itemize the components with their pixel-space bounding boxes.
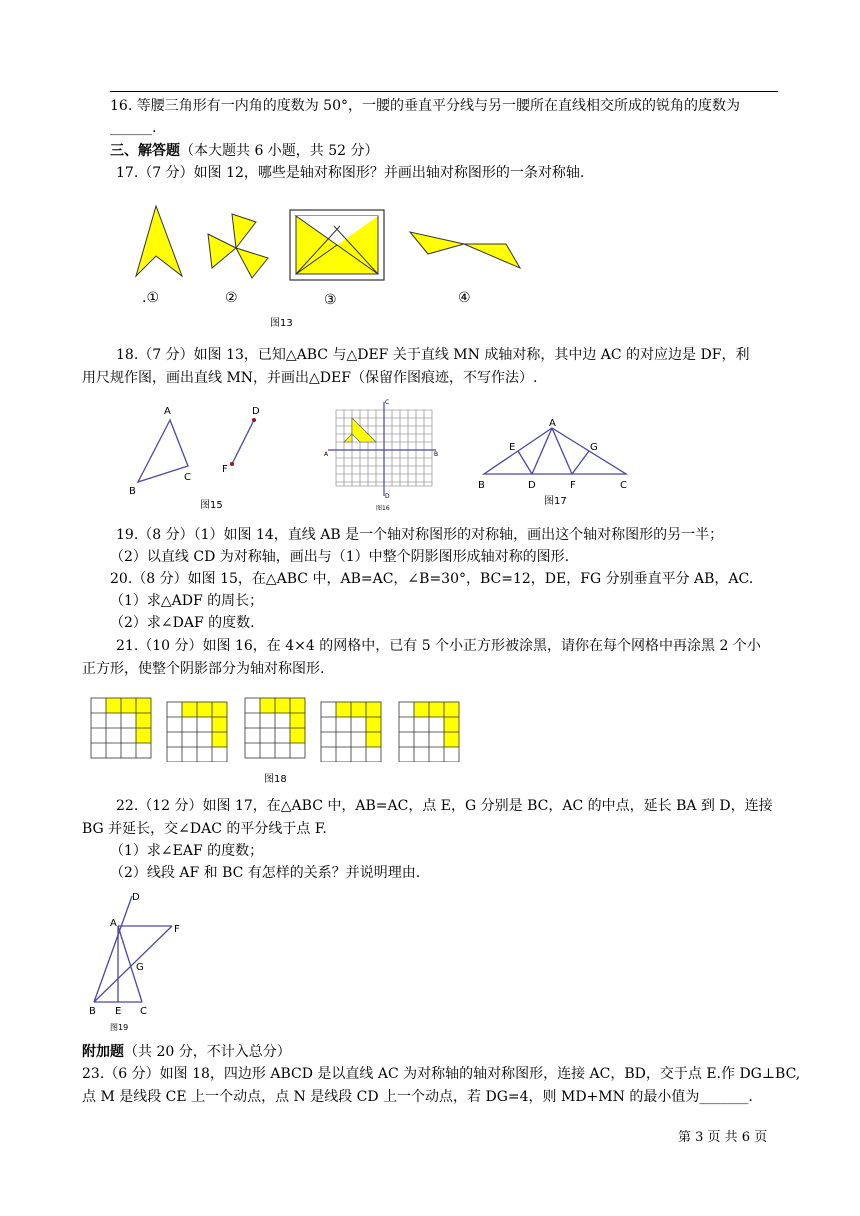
figure-16-grid [322,398,442,513]
q19-line1: 19.（8 分）（1）如图 14，直线 AB 是一个轴对称图形的对称轴，画出这个轴对称图形的另一半； [116,527,724,543]
fig17-label-F: F [570,480,576,491]
fig16-caption: 图16 [376,505,390,512]
section3-title: 三、解答题 [110,143,180,159]
q20-line1: 20.（8 分）如图 15，在△ABC 中，AB=AC，∠B=30°，BC=12，DE，FG 分别垂直平分 AB，AC. [110,571,754,587]
fig17-label-C: C [620,480,627,491]
q17-label-4: ④ [458,290,471,306]
q22-line2: BG 并延长，交∠DAC 的平分线于点 F. [82,821,327,837]
fig19-label-G: G [136,962,144,973]
fig17-label-G: G [590,442,598,453]
fig17-label-B: B [478,480,485,491]
grid-4 [321,702,381,762]
fig17-label-D: D [528,480,536,491]
figure-18-grids [88,694,468,762]
q21-line1: 21.（10 分）如图 16，在 4×4 的网格中，已有 5 个小正方形被涂黑，请你在每个网格中再涂黑 2 个小 [116,638,761,654]
figure-13-shapes [128,196,532,286]
section3-heading [110,141,379,161]
fig15-label-A: A [164,406,171,417]
section3-note: （本大题共 6 小题，共 52 分） [180,143,379,159]
q18-line1: 18.（7 分）如图 13，已知△ABC 与△DEF 关于直线 MN 成轴对称，其中边 AC 的对应边是 DF，利 [116,347,750,363]
extra-note: （共 20 分，不计入总分） [124,1044,291,1060]
page-footer: 第 3 页 共 6 页 [678,1130,768,1145]
fig16-label-B: B [434,451,439,458]
fig19-label-E: E [115,1006,122,1017]
fig16-label-D: D [385,493,390,500]
q22-line3: （1）求∠EAF 的度数； [110,843,264,859]
grid-2 [167,702,227,762]
q19-line2: （2）以直线 CD 为对称轴，画出与（1）中整个阴影图形成轴对称的图形. [110,549,570,565]
fig15-label-D: D [252,406,260,417]
shape-pinwheel [208,214,268,278]
q16-line2: ______. [110,120,157,136]
fig17-label-E: E [509,442,516,453]
grid-3 [245,698,305,758]
q17-caption: 图13 [270,318,293,329]
shape-bowtie [410,232,520,268]
shape-rectangle [290,210,384,280]
q20-line3: （2）求∠DAF 的度数. [110,615,255,631]
q17-label-1: .① [142,290,160,306]
fig15-label-B: B [129,486,136,497]
q22-line1: 22.（12 分）如图 17，在△ABC 中，AB=AC，点 E，G 分别是 BC，AC 的中点，延长 BA 到 D，连接 [116,798,773,814]
figure-17 [474,416,634,508]
q17-label-2: ② [225,290,238,306]
q21-caption: 图18 [264,774,287,785]
grid-5 [399,702,459,762]
q18-line2: 用尺规作图，画出直线 MN，并画出△DEF（保留作图痕迹，不写作法）. [82,370,538,386]
fig19-label-F: F [174,924,180,935]
header-rule [110,91,778,92]
extra-title: 附加题 [82,1044,124,1060]
fig16-label-C: C [385,399,390,406]
q20-line2: （1）求△ADF 的周长； [110,593,264,609]
extra-heading [82,1042,291,1062]
q17-label-3: ③ [324,292,337,308]
q23-line1: 23.（6 分）如图 18，四边形 ABCD 是以直线 AC 为对称轴的轴对称图形，连接 AC，BD，交于点 E.作 DG⊥BC, [82,1066,801,1082]
fig15-caption: 图15 [200,500,223,510]
fig19-label-B: B [89,1006,96,1017]
figure-15 [126,400,272,510]
fig15-label-F: F [222,464,228,475]
fig17-caption: 图17 [544,496,567,507]
q22-line4: （2）线段 AF 和 BC 有怎样的关系？并说明理由. [110,865,421,881]
q21-line2: 正方形，使整个阴影部分为轴对称图形. [82,661,325,677]
fig17-label-A: A [549,418,556,429]
fig19-caption: 图19 [110,1023,129,1032]
grid-1 [91,698,151,758]
q16-line1: 16. 等腰三角形有一内角的度数为 50°，一腰的垂直平分线与另一腰所在直线相交所成的锐角的度数为 [110,98,740,114]
q17-text: 17.（7 分）如图 12，哪些是轴对称图形？并画出轴对称图形的一条对称轴. [116,165,585,181]
fig19-label-A: A [110,918,117,929]
figure-19 [84,890,194,1034]
q23-line2: 点 M 是线段 CE 上一个动点，点 N 是线段 CD 上一个动点，若 DG=4，则 MD+MN 的最小值为_______. [82,1089,753,1105]
fig19-label-D: D [132,892,140,903]
fig16-label-A: A [324,451,329,458]
fig15-label-C: C [184,472,191,483]
shape-arrowhead [136,206,182,276]
fig19-label-C: C [140,1006,147,1017]
